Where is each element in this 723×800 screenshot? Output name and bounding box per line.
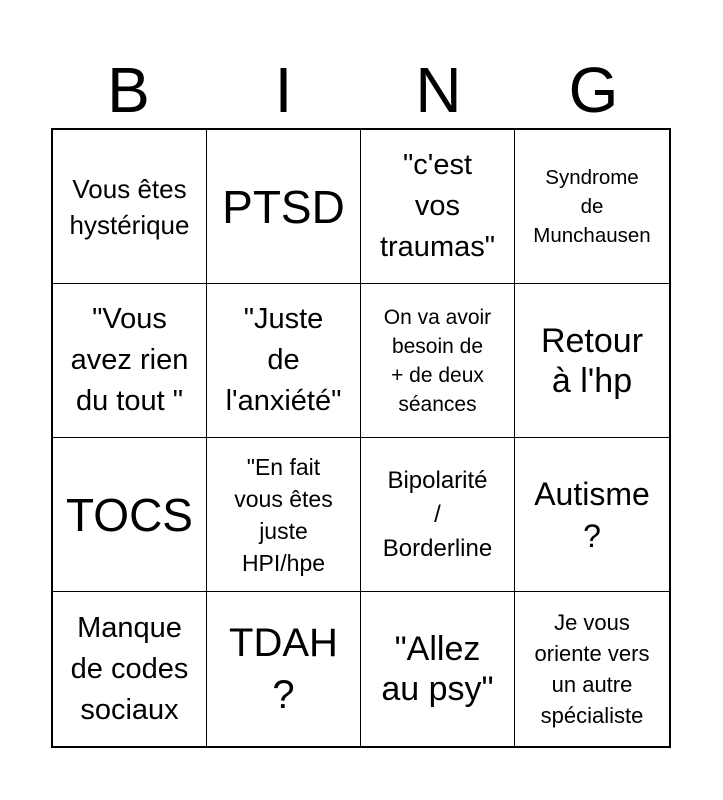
bingo-cell-text: On va avoir besoin de + de deux séances [383, 305, 492, 416]
bingo-cell-text: TOCS [66, 488, 193, 541]
bingo-cell-text: "c'est vos traumas" [379, 149, 496, 263]
bingo-cell[interactable] [515, 284, 669, 438]
bingo-cell-text: "Allez au psy" [381, 630, 494, 708]
bingo-cell[interactable] [207, 130, 361, 284]
bingo-cell[interactable] [53, 592, 207, 746]
bingo-cell[interactable] [361, 592, 515, 746]
header-letter-g: G [568, 54, 619, 126]
bingo-cell-text: Retour à l'hp [540, 321, 644, 400]
bingo-cell[interactable] [361, 130, 515, 284]
header-letter-n: N [415, 54, 462, 126]
header-letter-i: I [274, 54, 293, 126]
bingo-cell[interactable] [207, 438, 361, 592]
bingo-cell-text: "En fait vous êtes juste HPI/hpe [234, 453, 333, 576]
bingo-cell-text: Vous êtes hystérique [69, 173, 190, 240]
bingo-cell[interactable] [207, 284, 361, 438]
bingo-cell[interactable] [361, 284, 515, 438]
bingo-header [51, 52, 671, 128]
bingo-cell-text: Bipolarité / Borderline [382, 466, 493, 562]
bingo-cell[interactable] [515, 592, 669, 746]
bingo-cell[interactable] [53, 438, 207, 592]
bingo-cell[interactable] [361, 438, 515, 592]
bingo-cell-text: "Vous avez rien du tout " [70, 303, 189, 417]
bingo-cell[interactable] [207, 592, 361, 746]
bingo-grid [51, 128, 671, 748]
bingo-cell-text: Syndrome de Munchausen [533, 166, 651, 247]
bingo-cell-text: PTSD [222, 180, 345, 233]
bingo-cell[interactable] [515, 438, 669, 592]
header-letter-b: B [107, 54, 150, 126]
bingo-cell-text: Autisme ? [534, 475, 650, 554]
bingo-cell[interactable] [53, 130, 207, 284]
bingo-cell[interactable] [53, 284, 207, 438]
bingo-cell[interactable] [515, 130, 669, 284]
bingo-cell-text: Manque de codes sociaux [70, 611, 189, 726]
bingo-cell-text: TDAH ? [229, 621, 338, 717]
bingo-cell-text: Je vous oriente vers un autre spécialiste [534, 610, 650, 728]
bingo-cell-text: "Juste de l'anxiété" [225, 303, 342, 417]
